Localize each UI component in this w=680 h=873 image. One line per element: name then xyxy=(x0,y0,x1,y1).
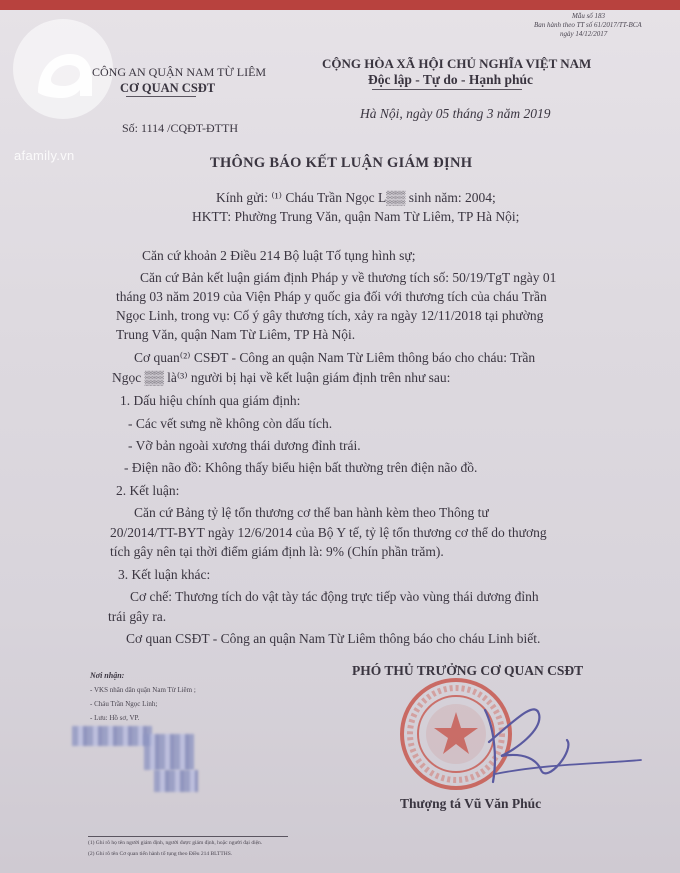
handwritten-signature-icon xyxy=(455,690,645,790)
footnote-divider xyxy=(88,836,288,837)
section-3-title: 3. Kết luận khác: xyxy=(118,567,211,582)
closing-line: Cơ quan CSĐT - Công an quận Nam Từ Liêm thông báo cho cháu Linh biết. xyxy=(126,631,541,646)
form-ref-3: ngày 14/12/2017 xyxy=(560,30,608,38)
signer-name: Thượng tá Vũ Văn Phúc xyxy=(400,796,542,811)
motto: Độc lập - Tự do - Hạnh phúc xyxy=(368,72,534,87)
pixelated-redaction xyxy=(144,734,194,770)
section-1-item-1: - Các vết sưng nề không còn dấu tích. xyxy=(128,416,333,431)
body-p3-l2: Ngọc ▒▒ là⁽³⁾ người bị hại về kết luận giám định trên như sau: xyxy=(112,370,451,385)
section-1-item-2: - Vỡ bản ngoài xương thái dương đỉnh trái. xyxy=(128,438,361,453)
section-3-line-2: trái gây ra. xyxy=(108,609,167,624)
body-p2-l4: Trung Văn, quận Nam Từ Liêm, TP Hà Nội. xyxy=(116,327,356,342)
pixelated-redaction xyxy=(72,726,152,746)
recipients-item-1: - VKS nhân dân quận Nam Từ Liêm ; xyxy=(90,686,196,694)
recipients-item-3: - Lưu: Hồ sơ, VP. xyxy=(90,714,140,722)
section-1-item-3: - Điện não đồ: Không thấy biểu hiện bất thường trên điện não đồ. xyxy=(124,460,478,475)
org-parent: CÔNG AN QUẬN NAM TỪ LIÊM xyxy=(92,65,267,79)
background-red-edge xyxy=(0,0,680,10)
section-1-title: 1. Dấu hiệu chính qua giám định: xyxy=(120,393,301,408)
recipient-line-1: Kính gửi: ⁽¹⁾ Cháu Trần Ngọc L▒▒ sinh năm: 2004; xyxy=(216,190,496,205)
form-ref-2: Ban hành theo TT số 61/2017/TT-BCA xyxy=(534,21,642,29)
section-2-line-2: 20/2014/TT-BYT ngày 12/6/2014 của Bộ Y tế, tỷ lệ tổn thương cơ thể do thương xyxy=(110,525,547,540)
form-ref-1: Mẫu số 183 xyxy=(572,12,606,20)
recipient-line-2: HKTT: Phường Trung Văn, quận Nam Từ Liêm, TP Hà Nội; xyxy=(192,209,520,224)
footnote-2: (2) Ghi rõ tên Cơ quan tiến hành tố tụng theo Điều 214 BLTTHS. xyxy=(88,851,233,857)
body-p3-l1: Cơ quan⁽²⁾ CSĐT - Công an quận Nam Từ Liêm thông báo cho cháu: Trần xyxy=(134,350,536,365)
body-p2-l3: Ngọc Linh, trong vụ: Cố ý gây thương tích, xảy ra ngày 12/11/2018 tại phường xyxy=(116,308,544,323)
section-2-line-1: Căn cứ Bảng tỷ lệ tổn thương cơ thể ban hành kèm theo Thông tư xyxy=(134,505,489,520)
section-2-title: 2. Kết luận: xyxy=(116,483,180,498)
org-underline xyxy=(126,96,196,97)
body-p1: Căn cứ khoản 2 Điều 214 Bộ luật Tố tụng hình sự; xyxy=(142,248,416,263)
motto-underline xyxy=(372,89,522,90)
doc-number: Số: 1114 /CQĐT-ĐTTH xyxy=(122,121,239,135)
body-p2-l2: tháng 03 năm 2019 của Viện Pháp y quốc gia đối với thương tích của cháu Trần xyxy=(116,289,547,304)
footnote-1: (1) Ghi rõ họ tên người giám định, người được giám định, hoặc người đại diện. xyxy=(88,840,263,846)
document-title: THÔNG BÁO KẾT LUẬN GIÁM ĐỊNH xyxy=(210,155,473,171)
country-name: CỘNG HÒA XÃ HỘI CHỦ NGHĨA VIỆT NAM xyxy=(322,56,592,71)
pixelated-redaction xyxy=(154,770,198,792)
watermark-text: afamily.vn xyxy=(14,148,75,163)
body-p2-l1: Căn cứ Bản kết luận giám định Pháp y về thương tích số: 50/19/TgT ngày 01 xyxy=(140,270,557,285)
org-name: CƠ QUAN CSĐT xyxy=(120,81,216,95)
signer-position: PHÓ THỦ TRƯỞNG CƠ QUAN CSĐT xyxy=(352,663,584,678)
recipients-label: Nơi nhận: xyxy=(90,671,125,680)
recipients-item-2: - Cháu Trần Ngọc Linh; xyxy=(90,700,158,708)
section-3-line-1: Cơ chế: Thương tích do vật tày tác động trực tiếp vào vùng thái dương đỉnh xyxy=(130,589,539,604)
section-2-line-3: tích gây nên tại thời điểm giám định là: 9% (Chín phần trăm). xyxy=(110,544,444,559)
date-place: Hà Nội, ngày 05 tháng 3 năm 2019 xyxy=(360,106,551,121)
